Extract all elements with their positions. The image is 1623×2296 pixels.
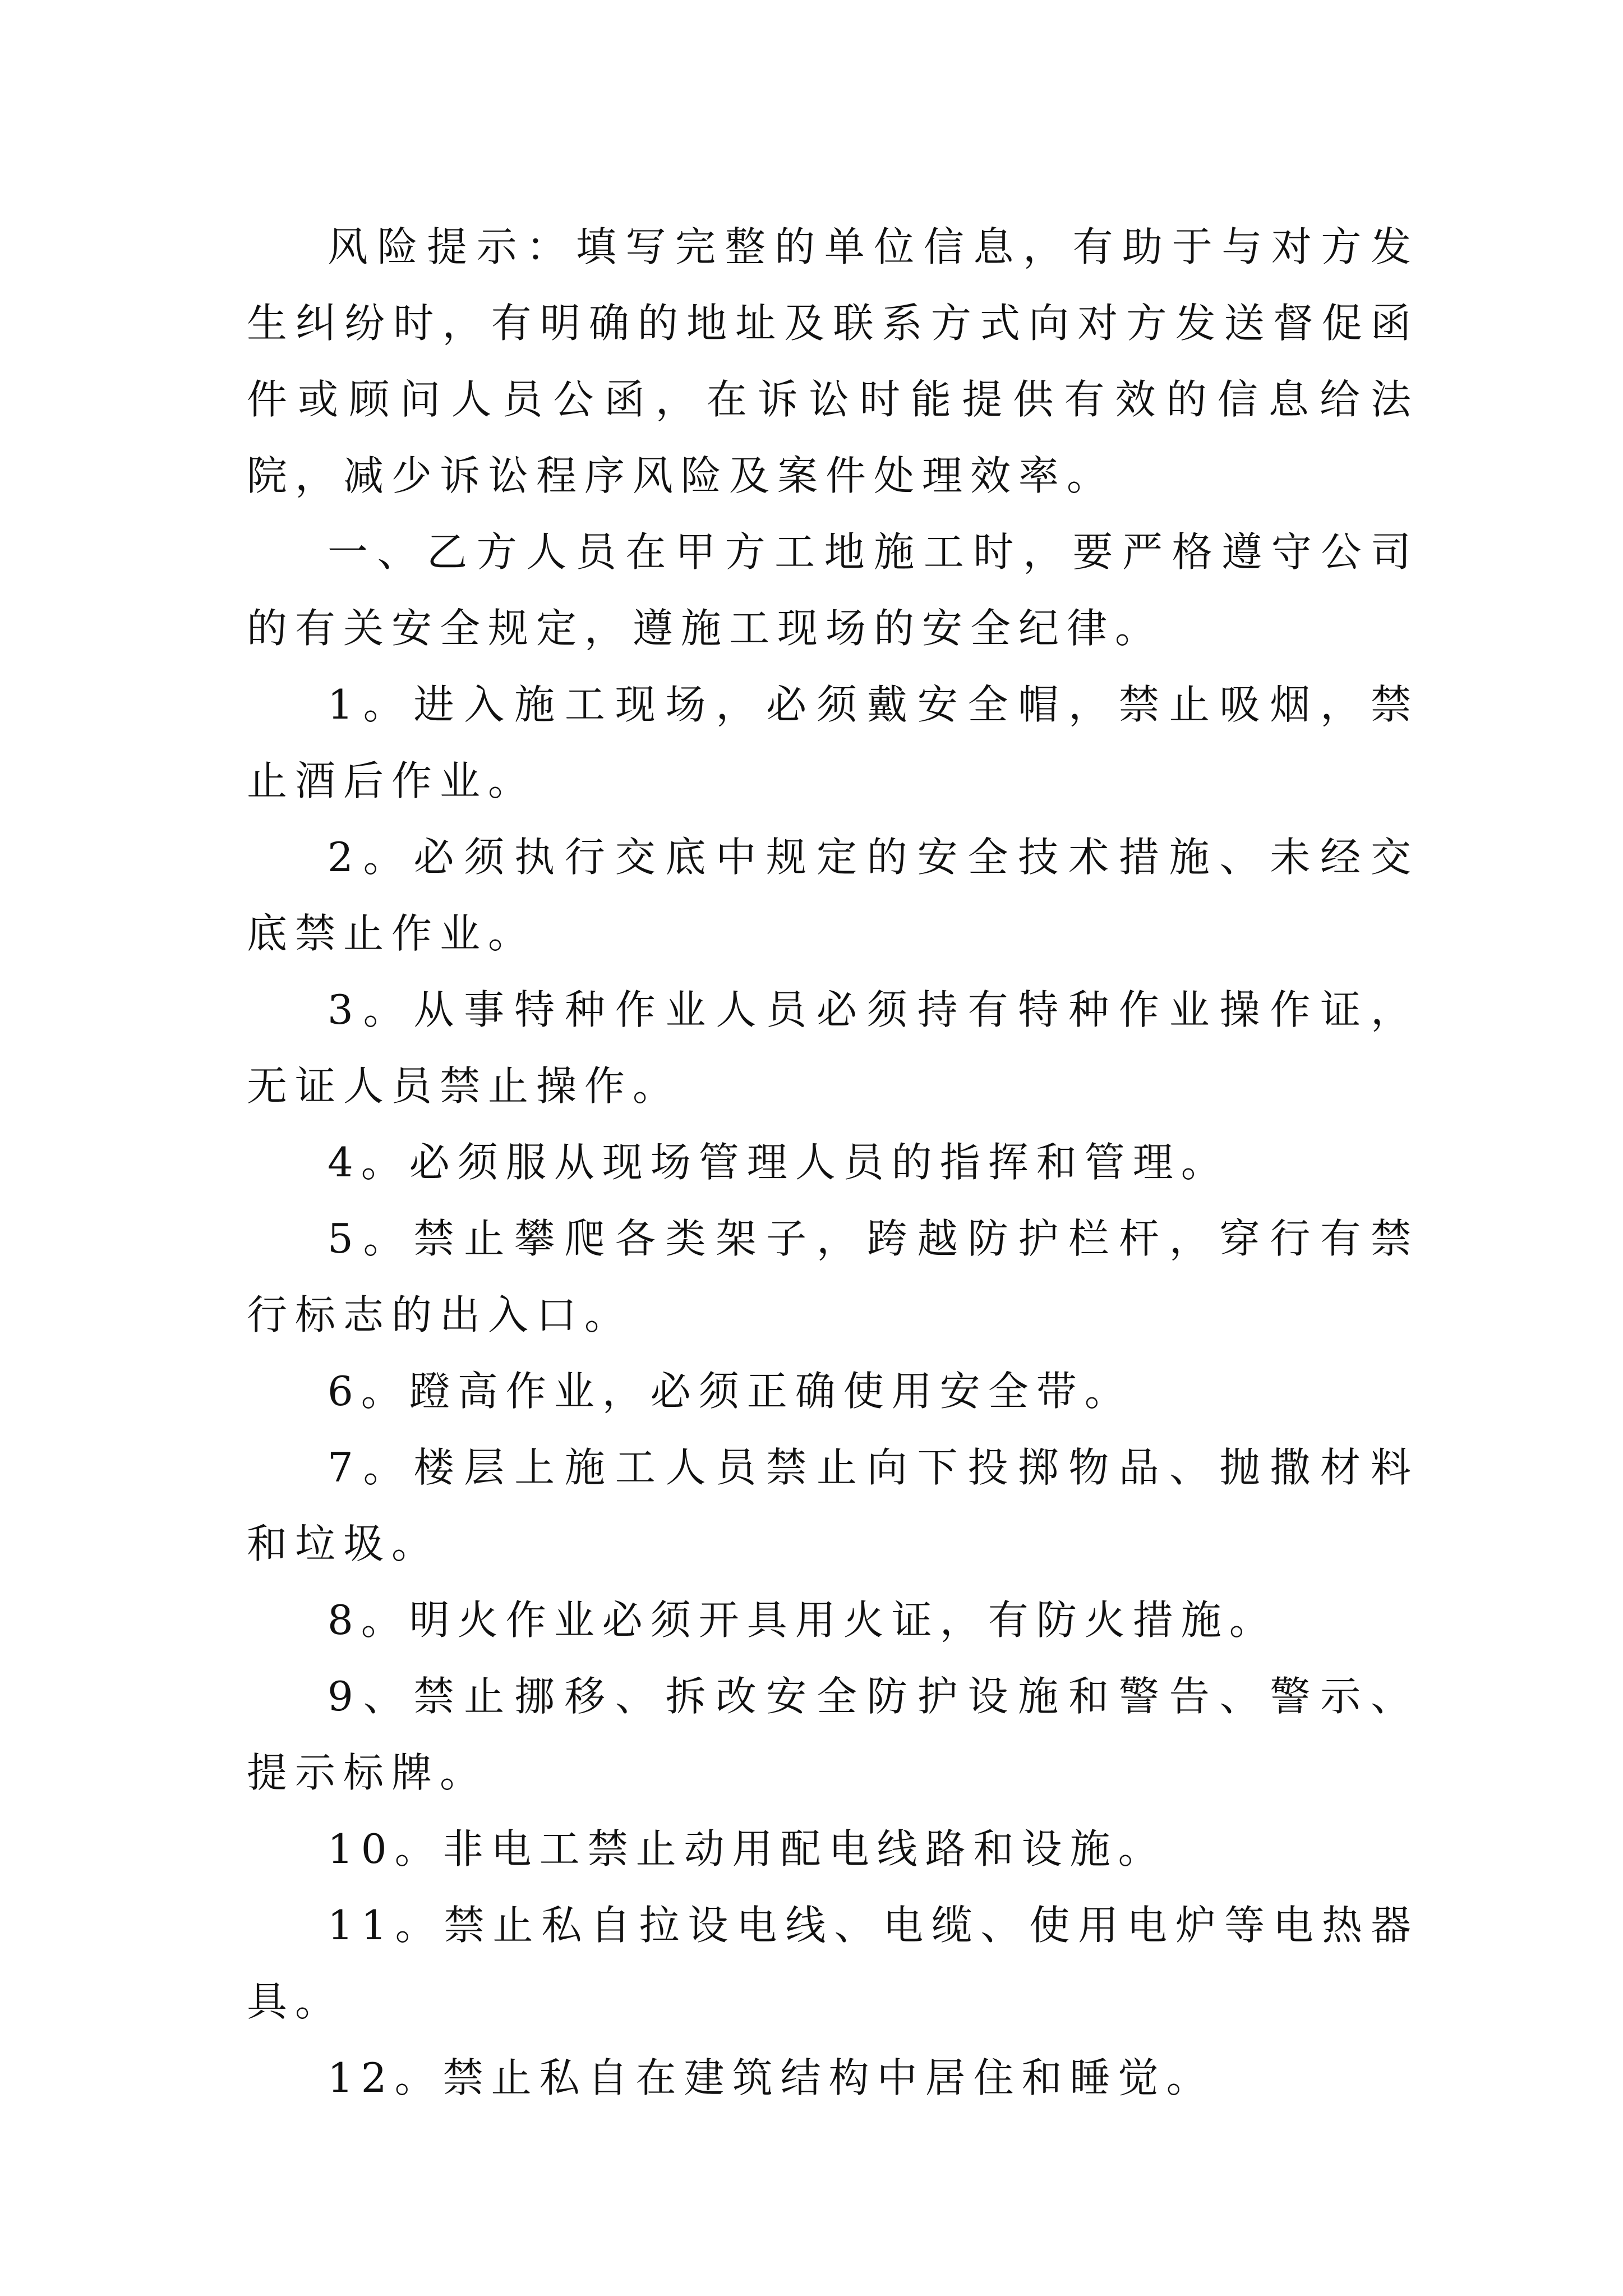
rule-item-7: 7。楼层上施工人员禁止向下投掷物品、抛撒材料和垃圾。 bbox=[247, 1444, 1419, 1567]
rule-item-1: 1。进入施工现场，必须戴安全帽，禁止吸烟，禁止酒后作业。 bbox=[247, 681, 1419, 804]
rule-item-4: 4。必须服从现场管理人员的指挥和管理。 bbox=[328, 1139, 1229, 1186]
rule-item-10: 10。非电工禁止动用配电线路和设施。 bbox=[328, 1825, 1166, 1872]
rule-item-12: 12。禁止私自在建筑结构中居住和睡觉。 bbox=[328, 2054, 1215, 2101]
rule-item-3: 3。从事特种作业人员必须持有特种作业操作证，无证人员禁止操作。 bbox=[247, 986, 1419, 1110]
rule-item-11: 11。禁止私自拉设电线、电缆、使用电炉等电热器具。 bbox=[247, 1902, 1419, 2025]
rule-item-2: 2。必须执行交底中规定的安全技术措施、未经交底禁止作业。 bbox=[247, 834, 1419, 957]
rule-item-6: 6。蹬高作业，必须正确使用安全带。 bbox=[328, 1368, 1133, 1415]
rule-item-9: 9、禁止挪移、拆改安全防护设施和警告、警示、提示标牌。 bbox=[247, 1673, 1419, 1796]
risk-notice-paragraph: 风险提示：填写完整的单位信息，有助于与对方发生纠纷时，有明确的地址及联系方式向对方发送督促函件或顾问人员公函，在诉讼时能提供有效的信息给法院，减少诉讼程序风险及案件处理效率。 bbox=[247, 223, 1419, 499]
rule-item-5: 5。禁止攀爬各类架子，跨越防护栏杆，穿行有禁行标志的出入口。 bbox=[247, 1215, 1419, 1338]
document-body bbox=[247, 209, 1419, 2116]
rule-item-8: 8。明火作业必须开具用火证，有防火措施。 bbox=[328, 1596, 1278, 1644]
section-one-paragraph: 一、乙方人员在甲方工地施工时，要严格遵守公司的有关安全规定，遵施工现场的安全纪律。 bbox=[247, 528, 1419, 652]
